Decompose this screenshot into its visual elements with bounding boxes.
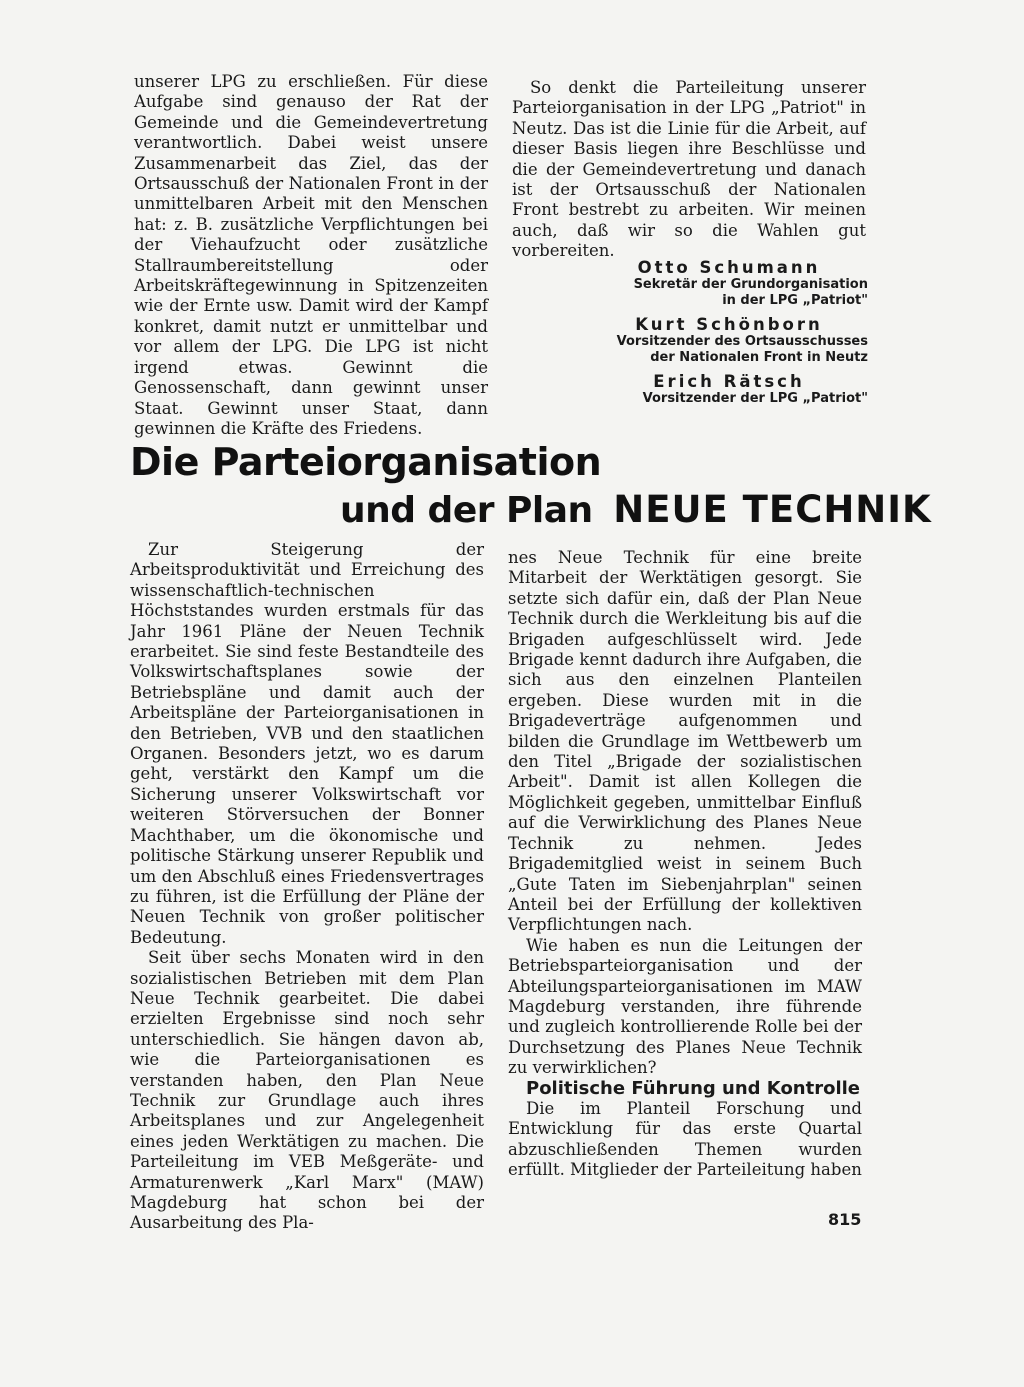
section-heading: Politische Führung und Kontrolle [526,1077,861,1099]
signature-otto-schumann [590,258,868,309]
paragraph: unserer LPG zu erschließen. Für diese Aufgabe sind genauso der Rat der Gemeinde und die Gemeindevertretung verantwortlich. Dabei weist unsere Zusammenarbeit das Ziel, das der Ortsausschuß der Nationalen Front in der unmittelbaren Arbeit mit den Menschen hat: z. B. zusätzliche Verpflichtungen bei der Viehaufzucht oder zusätzliche Stallraumbereitstellung oder Arbeitskräftegewinnung in Spitzenzeiten wie der Ernte usw. Damit wird der Kampf konkret, damit nutzt er unmittelbar und vor allem der LPG. Die LPG ist nicht irgend etwas. Gewinnt die Genossenschaft, dann gewinnt unser Staat. Gewinnt unser Staat, dann gewinnen die Kräfte des Friedens. [134,72,488,438]
article-title-line1: Die Parteiorganisation [130,440,602,484]
signature-kurt-schoenborn [590,315,868,366]
signature-name: Otto Schumann [637,258,821,277]
article-right-column [508,548,862,1181]
paragraph: So denkt die Parteileitung unserer Parteiorganisation in der LPG „Patriot" in Neutz. Das ist die Linie für die Arbeit, auf dieser Basis liegen ihre Beschlüsse und die der Gemeindevertretung und danach ist der Ortsausschuß der Nationalen Front bestrebt zu arbeiten. Wir meinen auch, daß wir so die Wahlen gut vorbereiten. [512,78,866,261]
top-left-column [134,72,488,439]
signature-erich-raetsch [590,372,868,407]
page-number: 815 [828,1210,862,1229]
article-title-prefix: und der Plan [340,490,593,531]
signature-role: Vorsitzender der LPG „Patriot" [642,391,868,406]
signature-role: in der LPG „Patriot" [722,293,868,308]
paragraph: Seit über sechs Monaten wird in den sozialistischen Betrieben mit dem Plan Neue Technik gearbeitet. Die dabei erzielten Ergebnisse sind noch sehr unterschiedlich. Sie hängen davon ab, wie die Parteiorganisationen es verstanden haben, den Plan Neue Technik zur Grundlage auch ihres Arbeitsplanes und zur Angelegenheit eines jeden Werktätigen zu machen. Die Parteileitung im VEB Meßgeräte- und Armaturenwerk „Karl Marx" (MAW) Magdeburg hat schon bei der Ausarbeitung des Pla- [130,948,484,1233]
paragraph: Wie haben es nun die Leitungen der Betriebsparteiorganisation und der Abteilungsparteiorganisationen im MAW Magdeburg verstanden, ihre führende und zugleich kontrollierende Rolle bei der Durchsetzung des Planes Neue Technik zu verwirklichen? [508,935,862,1078]
top-right-column [512,78,866,262]
signature-role: Sekretär der Grundorganisation [633,277,868,292]
article-title-line2 [340,488,932,531]
paragraph: Zur Steigerung der Arbeitsproduktivität und Erreichung des wissenschaftlich-technischen Höchststandes wurden erstmals für das Jahr 1961 Pläne der Neuen Technik erarbeitet. Sie sind feste Bestandteile des Volkswirtschaftsplanes sowie der Betriebspläne und damit auch der Arbeitspläne der Parteiorganisationen in den Betrieben, VVB und den staatlichen Organen. Besonders jetzt, wo es darum geht, verstärkt den Kampf um die Sicherung unserer Volkswirtschaft vor weiteren Störversuchen der Bonner Machthaber, um die ökonomische und politische Stärkung unserer Republik und um den Abschluß eines Friedensvertrages zu führen, ist die Erfüllung der Pläne der Neuen Technik von großer politischer Bedeutung. [130,540,484,947]
signature-block [590,252,868,407]
paragraph: Die im Planteil Forschung und Entwicklung für das erste Quartal abzuschließenden Themen wurden erfüllt. Mitglieder der Parteileitung haben [508,1098,862,1180]
signature-name: Erich Rätsch [653,372,805,391]
article-title-emphasis: NEUE TECHNIK [613,488,932,531]
signature-role: der Nationalen Front in Neutz [650,350,868,365]
signature-name: Kurt Schönborn [635,315,823,334]
paragraph: nes Neue Technik für eine breite Mitarbeit der Werktätigen gesorgt. Sie setzte sich dafür ein, daß der Plan Neue Technik durch die Werkleitung bis auf die Brigaden aufgeschlüsselt wird. Jede Brigade kennt dadurch ihre Aufgaben, die sich aus den einzelnen Planteilen ergeben. Diese wurden mit in die Brigadeverträge aufgenommen und bilden die Grundlage im Wettbewerb um den Titel „Brigade der sozialistischen Arbeit". Damit ist allen Kollegen die Möglichkeit gegeben, unmittelbar Einfluß auf die Verwirklichung des Planes Neue Technik zu nehmen. Jedes Brigademitglied weist in seinem Buch „Gute Taten im Siebenjahrplan" seinen Anteil bei der Erfüllung der kollektiven Verpflichtungen nach. [508,548,862,935]
article-left-column [130,540,484,1234]
signature-role: Vorsitzender des Ortsausschusses [616,334,868,349]
